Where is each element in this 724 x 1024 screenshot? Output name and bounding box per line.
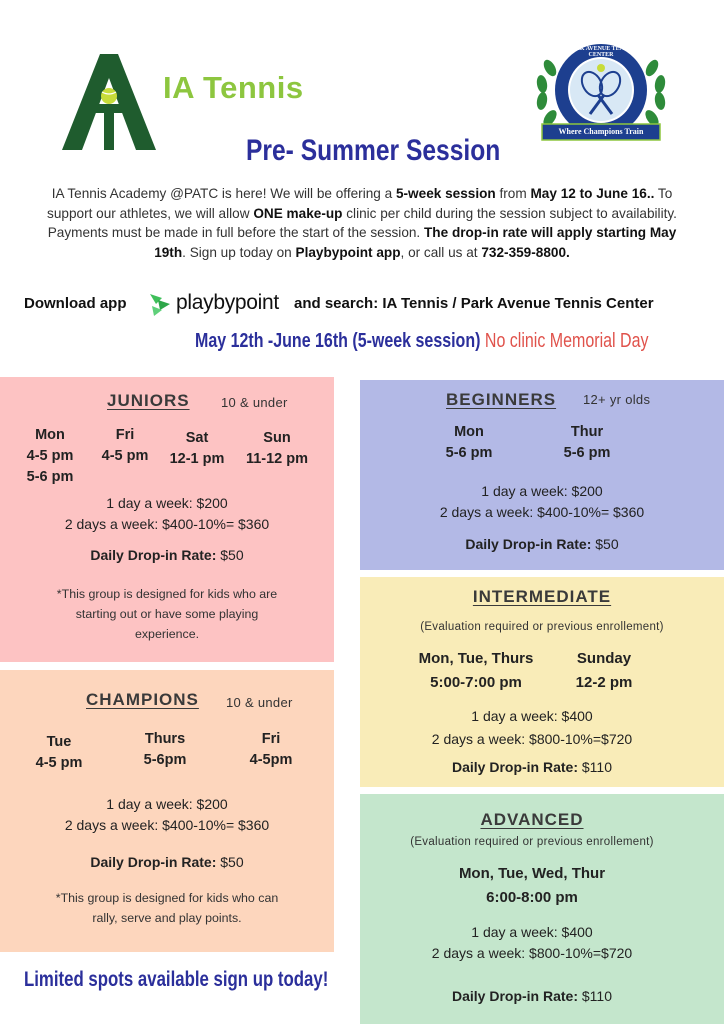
juniors-note: *This group is designed for kids who are starting out or have some playing experience. bbox=[56, 587, 278, 641]
juniors-price-2days: 2 days a week: $400-10%= $360 bbox=[64, 516, 270, 532]
juniors-day: Sat 12-1 pm bbox=[169, 430, 225, 467]
champions-title: CHAMPIONS bbox=[86, 690, 199, 709]
intermediate-drop-in-rate: Daily Drop-in Rate: $110 bbox=[451, 759, 612, 775]
intermediate-title: INTERMEDIATE bbox=[472, 587, 612, 606]
playbypoint-app-link[interactable]: playbypoint bbox=[176, 291, 279, 314]
advanced-price-2days: 2 days a week: $800-10%=$720 bbox=[431, 945, 633, 961]
juniors-price-1day: 1 day a week: $200 bbox=[106, 495, 228, 511]
champions-age: 10 & under bbox=[226, 695, 293, 710]
intro-paragraph: IA Tennis Academy @PATC is here! We will be offering a 5-week session from May 12 to June 16.. To support our athletes, we will allow ONE make-up clinic per child during the session subject to availability. Payments must be made in full before the start of the session. The drop-in rate will apply starting May 19th. Sign up today on Playbypoint app, or call us at 732-359-8800. bbox=[47, 186, 677, 260]
intermediate-panel bbox=[360, 577, 724, 787]
advanced-title: ADVANCED bbox=[480, 810, 584, 829]
champions-day: Fri 4-5pm bbox=[249, 731, 293, 768]
juniors-title: JUNIORS bbox=[107, 391, 190, 410]
advanced-drop-in-rate: Daily Drop-in Rate: $110 bbox=[451, 988, 612, 1004]
juniors-panel bbox=[0, 377, 334, 662]
session-title: Pre- Summer Session bbox=[246, 134, 501, 167]
champions-price-1day: 1 day a week: $200 bbox=[106, 796, 228, 812]
juniors-day: Mon 4-5 pm 5-6 pm bbox=[26, 427, 74, 485]
champions-day: Thurs 5-6pm bbox=[143, 731, 187, 768]
advanced-days: Mon, Tue, Wed, Thur 6:00-8:00 pm bbox=[458, 865, 606, 906]
champions-day: Tue 4-5 pm bbox=[35, 734, 83, 771]
download-app-row bbox=[24, 290, 714, 318]
download-label: Download app bbox=[24, 295, 127, 312]
brand-name: IA Tennis bbox=[163, 70, 304, 105]
beginners-drop-in-rate: Daily Drop-in Rate: $50 bbox=[465, 536, 619, 552]
beginners-day: Thur 5-6 pm bbox=[563, 424, 611, 461]
beginners-day: Mon 5-6 pm bbox=[445, 424, 493, 461]
beginners-title: BEGINNERS bbox=[446, 390, 557, 409]
intermediate-price-2days: 2 days a week: $800-10%=$720 bbox=[431, 731, 633, 747]
advanced-price-1day: 1 day a week: $400 bbox=[471, 924, 593, 940]
session-dates-line bbox=[195, 330, 648, 353]
advanced-panel bbox=[360, 794, 724, 1024]
playbypoint-logo-icon bbox=[146, 290, 172, 318]
beginners-age: 12+ yr olds bbox=[583, 392, 651, 407]
session-dates: May 12th -June 16th (5-week session) bbox=[195, 330, 481, 352]
juniors-drop-in-rate: Daily Drop-in Rate: $50 bbox=[90, 547, 244, 563]
juniors-day: Fri 4-5 pm bbox=[101, 427, 149, 464]
juniors-day: Sun 11-12 pm bbox=[245, 430, 309, 467]
ia-tennis-logo bbox=[60, 52, 170, 152]
advanced-requirement: (Evaluation required or previous enrollement) bbox=[410, 836, 654, 848]
search-instruction: and search: IA Tennis / Park Avenue Tennis Center bbox=[294, 295, 654, 312]
champions-panel bbox=[0, 670, 334, 952]
juniors-age: 10 & under bbox=[221, 395, 288, 410]
badge-arc-text: PARK AVENUE TENNIS CENTER bbox=[567, 46, 635, 58]
champions-drop-in-rate: Daily Drop-in Rate: $50 bbox=[90, 854, 244, 870]
beginners-price-1day: 1 day a week: $200 bbox=[481, 483, 603, 499]
champions-note: *This group is designed for kids who can rally, serve and play points. bbox=[55, 891, 279, 925]
memorial-day-note: No clinic Memorial Day bbox=[480, 330, 649, 352]
beginners-price-2days: 2 days a week: $400-10%= $360 bbox=[439, 504, 645, 520]
intermediate-day: Mon, Tue, Thurs 5:00-7:00 pm bbox=[418, 650, 534, 691]
beginners-panel bbox=[360, 380, 724, 570]
limited-spots-callout: Limited spots available sign up today! bbox=[24, 968, 329, 991]
intermediate-price-1day: 1 day a week: $400 bbox=[471, 708, 593, 724]
intermediate-day: Sunday 12-2 pm bbox=[575, 650, 633, 691]
badge-ribbon-text: Where Champions Train bbox=[558, 127, 644, 136]
champions-price-2days: 2 days a week: $400-10%= $360 bbox=[64, 817, 270, 833]
intermediate-requirement: (Evaluation required or previous enrollement) bbox=[420, 621, 664, 633]
